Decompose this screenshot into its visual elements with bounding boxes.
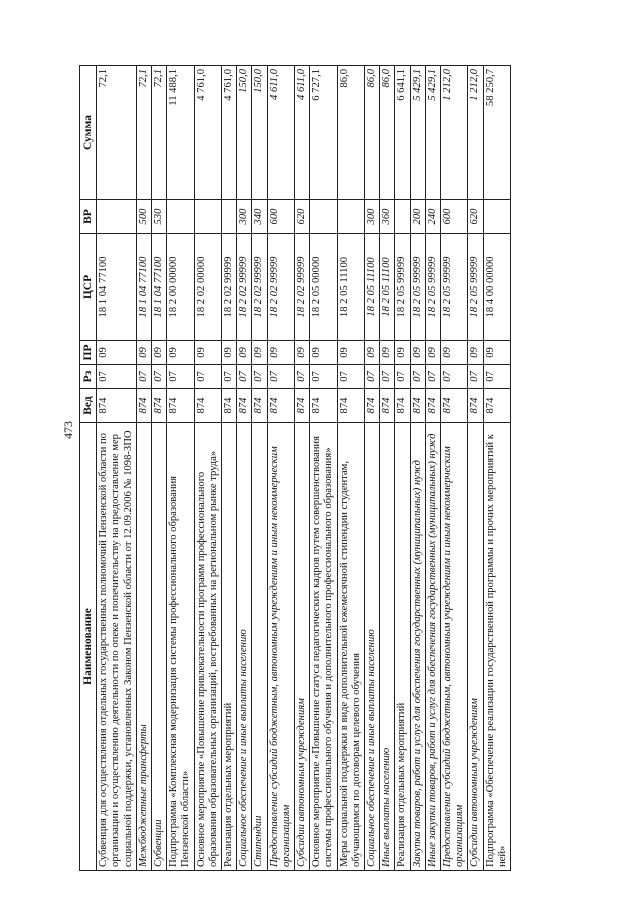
cell-csr: 18 4 00 00000 [483,234,510,341]
header-sum: Сумма [80,66,97,200]
cell-csr: 18 2 05 11100 [365,234,380,341]
cell-vr: 300 [237,200,252,234]
cell-rz: 07 [441,365,468,389]
cell-sum: 86,0 [337,66,364,200]
cell-csr: 18 1 04 77100 [136,234,151,341]
cell-name: Закупка товаров, работ и услуг для обеспечения государственных (муниципальных) нужд [410,423,425,871]
page-number [58,404,78,456]
cell-csr: 18 2 05 99999 [441,234,468,341]
cell-ved: 874 [425,389,440,423]
table-row [441,66,468,871]
rotated-table-container [79,66,587,871]
cell-sum: 72,1 [152,66,167,200]
cell-vr [194,200,221,234]
cell-vr: 240 [425,200,440,234]
cell-csr: 18 2 05 99999 [410,234,425,341]
cell-csr: 18 2 02 99999 [252,234,267,341]
cell-vr [222,200,237,234]
cell-ved: 874 [310,389,337,423]
cell-rz: 07 [152,365,167,389]
cell-pr: 09 [337,341,364,365]
cell-vr: 200 [410,200,425,234]
cell-pr: 09 [425,341,440,365]
table-row [365,66,380,871]
cell-ved: 874 [365,389,380,423]
cell-vr: 360 [380,200,395,234]
cell-ved: 874 [252,389,267,423]
cell-vr: 620 [468,200,483,234]
cell-pr: 09 [237,341,252,365]
cell-vr [97,200,137,234]
cell-ved: 874 [167,389,194,423]
cell-rz: 07 [194,365,221,389]
cell-ved: 874 [410,389,425,423]
cell-pr: 09 [410,341,425,365]
header-pr: ПР [80,341,97,365]
cell-ved: 874 [337,389,364,423]
cell-sum: 5 429,1 [425,66,440,200]
table-row [337,66,364,871]
cell-csr: 18 1 04 77100 [97,234,137,341]
header-rz: Рз [80,365,97,389]
cell-sum: 1 212,0 [441,66,468,200]
cell-rz: 07 [380,365,395,389]
header-csr: ЦСР [80,234,97,341]
table-row [425,66,440,871]
cell-name: Стипендии [252,423,267,871]
cell-vr: 300 [365,200,380,234]
cell-rz: 07 [365,365,380,389]
cell-sum: 4 611,0 [267,66,294,200]
cell-vr [483,200,510,234]
cell-ved: 874 [152,389,167,423]
cell-vr: 620 [295,200,310,234]
cell-pr: 09 [136,341,151,365]
cell-ved: 874 [395,389,410,423]
cell-vr [337,200,364,234]
page-number-text: 473 [61,421,75,439]
cell-name: Иные выплаты населению [380,423,395,871]
cell-rz: 07 [468,365,483,389]
cell-ved: 874 [468,389,483,423]
table-row [222,66,237,871]
cell-ved: 874 [380,389,395,423]
cell-name: Основное мероприятие «Повышение статуса педагогических кадров путем совершенствования системы профессионального обучения и дополнительного профессионального образования» [310,423,337,871]
cell-ved: 874 [267,389,294,423]
cell-name: Социальное обеспечение и иные выплаты населению [237,423,252,871]
cell-sum: 5 429,1 [410,66,425,200]
cell-name: Подпрограмма «Обеспечение реализации государственной программы и прочих мероприятий к ней» [483,423,510,871]
cell-pr: 09 [267,341,294,365]
cell-csr: 18 2 05 11100 [337,234,364,341]
cell-vr: 500 [136,200,151,234]
cell-csr: 18 2 02 00000 [194,234,221,341]
cell-csr: 18 2 05 00000 [310,234,337,341]
cell-sum: 72,1 [136,66,151,200]
cell-sum: 150,0 [252,66,267,200]
cell-pr: 09 [295,341,310,365]
cell-name: Иные закупки товаров, работ и услуг для обеспечения государственных (муниципальных) нужд [425,423,440,871]
cell-csr: 18 2 05 99999 [395,234,410,341]
cell-name: Предоставление субсидий бюджетным, автономным учреждениям и иным некоммерческим организациям [267,423,294,871]
budget-table [79,65,511,871]
table-row [410,66,425,871]
table-row [468,66,483,871]
header-ved: Вед [80,389,97,423]
cell-vr: 530 [152,200,167,234]
cell-ved: 874 [483,389,510,423]
cell-pr: 09 [468,341,483,365]
cell-pr: 09 [395,341,410,365]
table-row [267,66,294,871]
cell-rz: 07 [425,365,440,389]
cell-name: Социальное обеспечение и иные выплаты населению [365,423,380,871]
cell-sum: 150,0 [237,66,252,200]
cell-rz: 07 [222,365,237,389]
cell-pr: 09 [97,341,137,365]
cell-sum: 86,0 [380,66,395,200]
cell-rz: 07 [483,365,510,389]
table-row [167,66,194,871]
cell-pr: 09 [252,341,267,365]
cell-sum: 4 611,0 [295,66,310,200]
cell-sum: 11 488,1 [167,66,194,200]
cell-pr: 09 [483,341,510,365]
cell-name: Субвенции [152,423,167,871]
cell-vr [310,200,337,234]
cell-rz: 07 [337,365,364,389]
cell-rz: 07 [410,365,425,389]
cell-pr: 09 [152,341,167,365]
table-row [380,66,395,871]
cell-rz: 07 [167,365,194,389]
cell-ved: 874 [237,389,252,423]
table-row [97,66,137,871]
cell-name: Субсидии автономным учреждениям [468,423,483,871]
cell-name: Основное мероприятие «Повышение привлекательности программ профессионального образования образовательных организаций, востребованных на региональном рынке труда» [194,423,221,871]
table-row [295,66,310,871]
cell-sum: 72,1 [97,66,137,200]
cell-name: Меры социальной поддержки в виде дополнительной ежемесячной стипендии студентам, обучающимся по договорам целевого обучения [337,423,364,871]
cell-sum: 58 250,7 [483,66,510,200]
cell-sum: 4 761,0 [194,66,221,200]
table-row [194,66,221,871]
table-row [252,66,267,871]
cell-sum: 4 761,0 [222,66,237,200]
cell-ved: 874 [97,389,137,423]
cell-name: Реализация отдельных мероприятий [222,423,237,871]
table-row [395,66,410,871]
cell-pr: 09 [167,341,194,365]
cell-name: Реализация отдельных мероприятий [395,423,410,871]
cell-ved: 874 [295,389,310,423]
table-row [483,66,510,871]
cell-pr: 09 [310,341,337,365]
cell-rz: 07 [97,365,137,389]
table-row [136,66,151,871]
header-vr: ВР [80,200,97,234]
cell-name: Субсидии автономным учреждениям [295,423,310,871]
header-name: Наименование [80,423,97,871]
cell-sum: 6 727,1 [310,66,337,200]
cell-sum: 1 212,0 [468,66,483,200]
cell-vr: 600 [441,200,468,234]
cell-pr: 09 [441,341,468,365]
cell-pr: 09 [380,341,395,365]
cell-csr: 18 2 05 11100 [380,234,395,341]
cell-vr [395,200,410,234]
cell-csr: 18 2 02 99999 [222,234,237,341]
cell-pr: 09 [222,341,237,365]
cell-name: Подпрограмма «Комплексная модернизация системы профессионального образования Пензенской области» [167,423,194,871]
cell-csr: 18 1 04 77100 [152,234,167,341]
cell-csr: 18 2 02 99999 [295,234,310,341]
cell-vr: 600 [267,200,294,234]
cell-csr: 18 2 05 99999 [425,234,440,341]
cell-csr: 18 2 02 99999 [237,234,252,341]
cell-rz: 07 [237,365,252,389]
cell-rz: 07 [252,365,267,389]
cell-vr: 340 [252,200,267,234]
cell-ved: 874 [136,389,151,423]
cell-pr: 09 [365,341,380,365]
cell-ved: 874 [194,389,221,423]
cell-pr: 09 [194,341,221,365]
table-row [152,66,167,871]
cell-name: Межбюджетные трансферты [136,423,151,871]
cell-ved: 874 [441,389,468,423]
cell-name: Предоставление субсидий бюджетным, автономным учреждениям и иным некоммерческим организациям [441,423,468,871]
cell-csr: 18 2 00 00000 [167,234,194,341]
cell-rz: 07 [295,365,310,389]
cell-rz: 07 [136,365,151,389]
cell-name: Субвенция для осуществления отдельных государственных полномочий Пензенской области по организации и осуществлению деятельности по опеке и попечительству на предоставление мер социальной поддержки, установленных Законом Пензенской области от 12.09.2006 № 1098-ЗПО [97,423,137,871]
cell-sum: 6 641,1 [395,66,410,200]
table-body [97,66,511,871]
cell-sum: 86,0 [365,66,380,200]
cell-rz: 07 [395,365,410,389]
cell-csr: 18 2 05 99999 [468,234,483,341]
cell-rz: 07 [310,365,337,389]
cell-ved: 874 [222,389,237,423]
table-row [310,66,337,871]
table-header-row [80,66,97,871]
cell-rz: 07 [267,365,294,389]
table-row [237,66,252,871]
cell-vr [167,200,194,234]
cell-csr: 18 2 02 99999 [267,234,294,341]
